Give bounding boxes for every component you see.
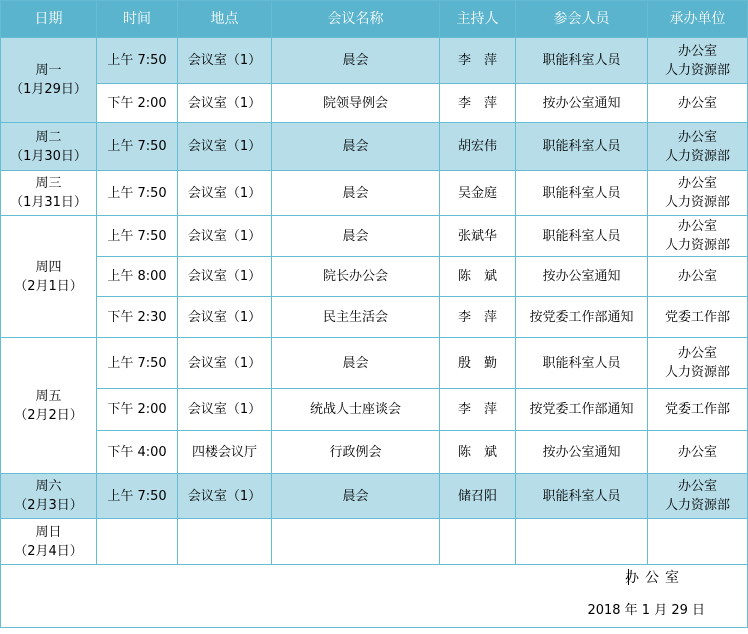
meeting-cell: 晨会 [272,38,440,84]
meeting-cell: 晨会 [272,474,440,519]
attendees-cell [516,519,648,565]
host-cell: 吴金庭 [440,171,516,216]
table-row [1,257,748,297]
location-cell: 会议室（1） [178,474,272,519]
header-time: 时间 [97,1,178,38]
attendees-cell: 职能科室人员 [516,123,648,171]
issuer-signature [625,569,685,588]
issuer-name: 办公室 [625,570,685,586]
host-cell: 陈 斌 [440,257,516,297]
day-date: （2月3日） [14,498,83,513]
attendees-cell: 按党委工作部通知 [516,389,648,431]
org-cell [648,123,748,171]
day-name: 周三 [35,176,62,191]
org-line: 办公室 [677,176,717,191]
location-cell [178,519,272,565]
table-row [1,338,748,389]
header-location: 地点 [178,1,272,38]
table-row [1,297,748,338]
day-name: 周一 [35,63,62,78]
attendees-cell: 按办公室通知 [516,84,648,123]
time-cell: 上午 7:50 [97,38,178,84]
day-cell [1,216,97,338]
attendees-cell: 职能科室人员 [516,38,648,84]
org-line: 办公室 [677,269,717,284]
time-cell: 上午 8:00 [97,257,178,297]
meeting-cell: 统战人士座谈会 [272,389,440,431]
org-cell [648,474,748,519]
attendees-cell: 职能科室人员 [516,171,648,216]
table-row [1,519,748,565]
attendees-cell: 按办公室通知 [516,257,648,297]
day-cell [1,38,97,123]
org-cell [648,389,748,431]
meeting-cell: 行政例会 [272,431,440,474]
day-name: 周日 [35,524,62,540]
issue-date: 2018 年 1 月 29 日 [587,603,705,618]
location-cell: 会议室（1） [178,389,272,431]
meeting-cell: 晨会 [272,123,440,171]
org-line: 人力资源部 [664,498,730,513]
day-date: （2月2日） [14,407,83,423]
attendees-cell: 按办公室通知 [516,431,648,474]
host-cell: 胡宏伟 [440,123,516,171]
attendees-cell: 职能科室人员 [516,474,648,519]
org-line: 人力资源部 [664,62,730,78]
day-cell [1,474,97,519]
table-row [1,389,748,431]
day-name: 周五 [35,388,62,404]
org-line: 人力资源部 [664,195,730,210]
host-cell: 李 萍 [440,38,516,84]
attendees-cell: 按党委工作部通知 [516,297,648,338]
org-cell [648,84,748,123]
org-line: 党委工作部 [664,402,730,417]
footer-row [1,565,748,628]
table-row [1,84,748,123]
location-cell: 会议室（1） [178,123,272,171]
host-cell: 李 萍 [440,84,516,123]
location-cell: 四楼会议厅 [178,431,272,474]
org-cell [648,171,748,216]
attendees-cell: 职能科室人员 [516,338,648,389]
day-cell [1,338,97,474]
time-cell: 下午 2:00 [97,389,178,431]
time-cell: 下午 2:30 [97,297,178,338]
location-cell: 会议室（1） [178,216,272,257]
org-line: 办公室 [677,219,717,234]
location-cell: 会议室（1） [178,84,272,123]
time-cell [97,519,178,565]
host-cell [440,519,516,565]
header-meeting: 会议名称 [272,1,440,38]
org-line: 办公室 [677,129,717,145]
day-cell [1,123,97,171]
meeting-cell: 晨会 [272,216,440,257]
meeting-cell: 晨会 [272,171,440,216]
org-cell [648,216,748,257]
footer-cell [1,565,748,628]
day-date: （2月4日） [14,543,83,559]
org-line: 人力资源部 [664,238,730,253]
time-cell: 下午 2:00 [97,84,178,123]
table-row [1,216,748,257]
org-line: 办公室 [677,43,717,59]
table-row [1,431,748,474]
header-host: 主持人 [440,1,516,38]
time-cell: 上午 7:50 [97,474,178,519]
location-cell: 会议室（1） [178,257,272,297]
org-line: 办公室 [677,444,717,460]
org-cell [648,338,748,389]
org-cell [648,38,748,84]
host-cell: 陈 斌 [440,431,516,474]
host-cell: 李 萍 [440,389,516,431]
time-cell: 下午 4:00 [97,431,178,474]
day-cell [1,519,97,565]
day-name: 周六 [35,479,62,494]
location-cell: 会议室（1） [178,171,272,216]
location-cell: 会议室（1） [178,338,272,389]
location-cell: 会议室（1） [178,38,272,84]
header-org: 承办单位 [648,1,748,38]
meeting-cell: 院领导例会 [272,84,440,123]
day-name: 周四 [35,259,62,275]
org-line: 办公室 [677,95,717,111]
meeting-cell: 民主生活会 [272,297,440,338]
location-cell: 会议室（1） [178,297,272,338]
table-row [1,38,748,84]
day-cell [1,171,97,216]
org-cell [648,519,748,565]
host-cell: 殷 勤 [440,338,516,389]
day-name: 周二 [35,129,62,145]
host-cell: 张斌华 [440,216,516,257]
attendees-cell: 职能科室人员 [516,216,648,257]
host-cell: 储召阳 [440,474,516,519]
org-line: 人力资源部 [664,365,730,380]
header-date: 日期 [1,1,97,38]
time-cell: 上午 7:50 [97,216,178,257]
org-line: 办公室 [677,479,717,494]
time-cell: 上午 7:50 [97,123,178,171]
day-date: （1月29日） [10,82,87,97]
org-cell [648,431,748,474]
table-row [1,123,748,171]
time-cell: 上午 7:50 [97,171,178,216]
org-line: 党委工作部 [664,309,730,325]
meeting-cell: 院长办公会 [272,257,440,297]
table-row [1,171,748,216]
day-date: （2月1日） [14,278,83,294]
table-row [1,474,748,519]
time-cell: 上午 7:50 [97,338,178,389]
header-row [1,1,748,38]
org-line: 办公室 [677,346,717,361]
org-line: 人力资源部 [664,148,730,164]
meeting-cell [272,519,440,565]
header-attendees: 参会人员 [516,1,648,38]
org-cell [648,297,748,338]
org-cell [648,257,748,297]
host-cell: 李 萍 [440,297,516,338]
day-date: （1月30日） [10,148,87,164]
day-date: （1月31日） [10,195,87,210]
meeting-cell: 晨会 [272,338,440,389]
